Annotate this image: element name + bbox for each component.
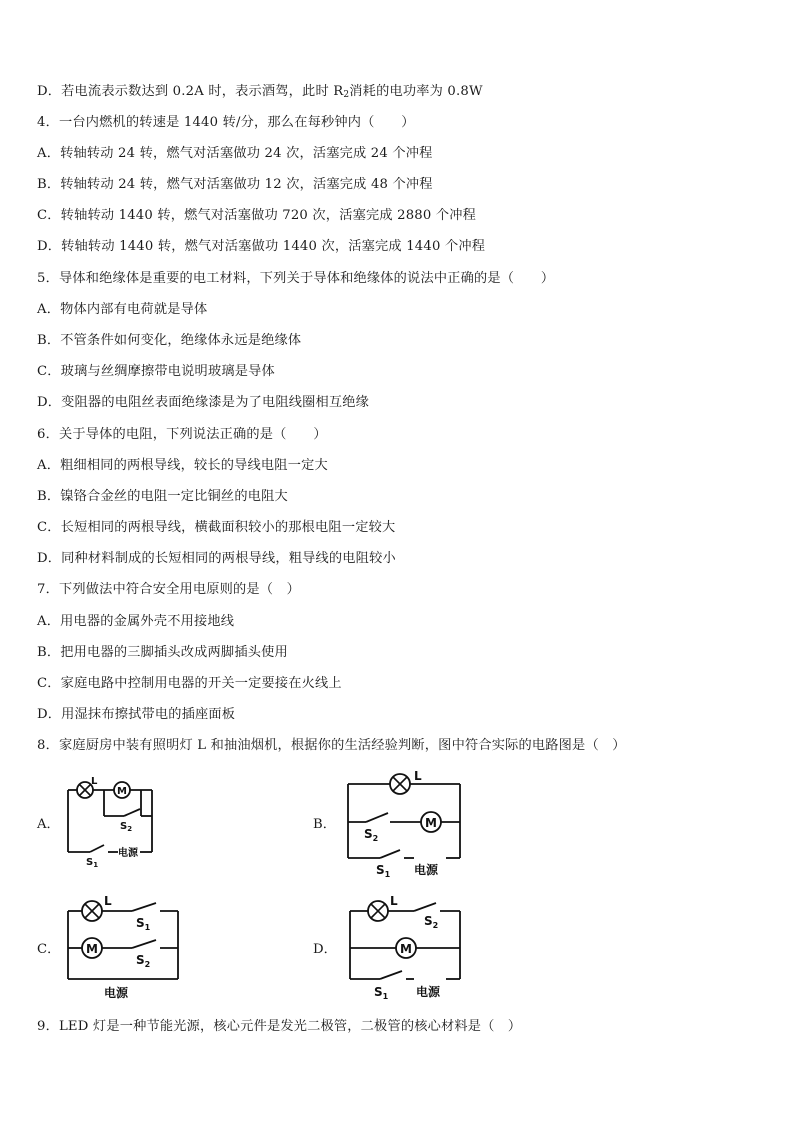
q4-option-d: D．转轴转动 1440 转，燃气对活塞做功 1440 次，活塞完成 1440 个冲程 [37, 239, 486, 254]
q5-option-b: B．不管条件如何变化，绝缘体永远是绝缘体 [37, 333, 302, 348]
motor-icon [82, 938, 102, 958]
circuit-option-d-label: D． [313, 942, 337, 957]
motor-icon [421, 812, 441, 832]
motor-icon [396, 938, 416, 958]
motor-label: M [400, 942, 412, 956]
q4-stem: 4．一台内燃机的转速是 1440 转/分，那么在每秒钟内（ ） [37, 115, 415, 130]
circuit-option-a-label: A． [37, 817, 60, 832]
q7-option-a: A．用电器的金属外壳不用接地线 [37, 614, 235, 629]
motor-label: M [86, 942, 98, 956]
q6-option-d: D．同种材料制成的长短相同的两根导线，粗导线的电阻较小 [37, 551, 396, 566]
switch-s1-label: $S_1$ [136, 916, 151, 932]
motor-label: M [117, 786, 127, 797]
switch-s2-label: $S_2$ [424, 914, 439, 930]
q5-option-d: D．变阻器的电阻丝表面绝缘漆是为了电阻线圈相互绝缘 [37, 395, 370, 410]
power-source-label: 电源 [104, 986, 129, 1000]
switch-s2-label: $S_2$ [136, 953, 151, 969]
q5-option-c: C．玻璃与丝绸摩擦带电说明玻璃是导体 [37, 364, 275, 379]
q7-option-b: B．把用电器的三脚插头改成两脚插头使用 [37, 645, 288, 660]
circuit-option-c-label: C． [37, 942, 61, 957]
q9-stem: 9．LED 灯是一种节能光源，核心元件是发光二极管，二极管的核心材料是（ ） [37, 1019, 522, 1034]
q7-option-d: D．用湿抹布擦拭带电的插座面板 [37, 707, 236, 722]
q4-option-b: B．转轴转动 24 转，燃气对活塞做功 12 次，活塞完成 48 个冲程 [37, 177, 433, 192]
q5-stem: 5．导体和绝缘体是重要的电工材料，下列关于导体和绝缘体的说法中正确的是（ ） [37, 271, 555, 286]
q6-option-c: C．长短相同的两根导线，横截面积较小的那根电阻一定较大 [37, 520, 396, 535]
lamp-label: L [390, 894, 398, 908]
motor-label: M [425, 816, 437, 830]
circuit-diagram-d [340, 893, 470, 1003]
q8-stem: 8．家庭厨房中装有照明灯 L 和抽油烟机，根据你的生活经验判断，图中符合实际的电路图是（ ） [37, 738, 626, 753]
q4-option-a: A．转轴转动 24 转，燃气对活塞做功 24 次，活塞完成 24 个冲程 [37, 146, 433, 161]
q6-stem: 6．关于导体的电阻，下列说法正确的是（ ） [37, 427, 327, 442]
lamp-icon [368, 901, 388, 921]
q5-option-a: A．物体内部有电荷就是导体 [37, 302, 208, 317]
lamp-icon [82, 901, 102, 921]
circuit-diagram-b [340, 770, 470, 878]
switch-s1-label: $S_1$ [86, 857, 99, 869]
lamp-label: L [91, 776, 98, 787]
lamp-label: L [104, 894, 112, 908]
power-source-label: 电源 [118, 848, 138, 859]
switch-s2-label: $S_2$ [120, 821, 133, 833]
switch-s1-label: $S_1$ [376, 863, 391, 879]
switch-s2-label: $S_2$ [364, 827, 379, 843]
power-source-label: 电源 [414, 863, 439, 877]
q6-option-b: B．镍铬合金丝的电阻一定比铜丝的电阻大 [37, 489, 288, 504]
lamp-icon [390, 774, 410, 794]
motor-icon [114, 782, 130, 798]
q3-option-d: D．若电流表示数达到 0.2A 时，表示酒驾，此时 $R_2$消耗的电功率为 0.8W [37, 84, 483, 100]
q4-option-c: C．转轴转动 1440 转，燃气对活塞做功 720 次，活塞完成 2880 个冲程 [37, 208, 477, 223]
circuit-diagram-a [60, 776, 170, 868]
q6-option-a: A．粗细相同的两根导线，较长的导线电阻一定大 [37, 458, 328, 473]
circuit-diagram-c [60, 893, 190, 1003]
q7-option-c: C．家庭电路中控制用电器的开关一定要接在火线上 [37, 676, 342, 691]
lamp-label: L [414, 769, 422, 783]
switch-s1-label: $S_1$ [374, 985, 389, 1001]
power-source-label: 电源 [416, 985, 441, 999]
q7-stem: 7．下列做法中符合安全用电原则的是（ ） [37, 582, 300, 597]
circuit-option-b-label: B． [313, 817, 336, 832]
